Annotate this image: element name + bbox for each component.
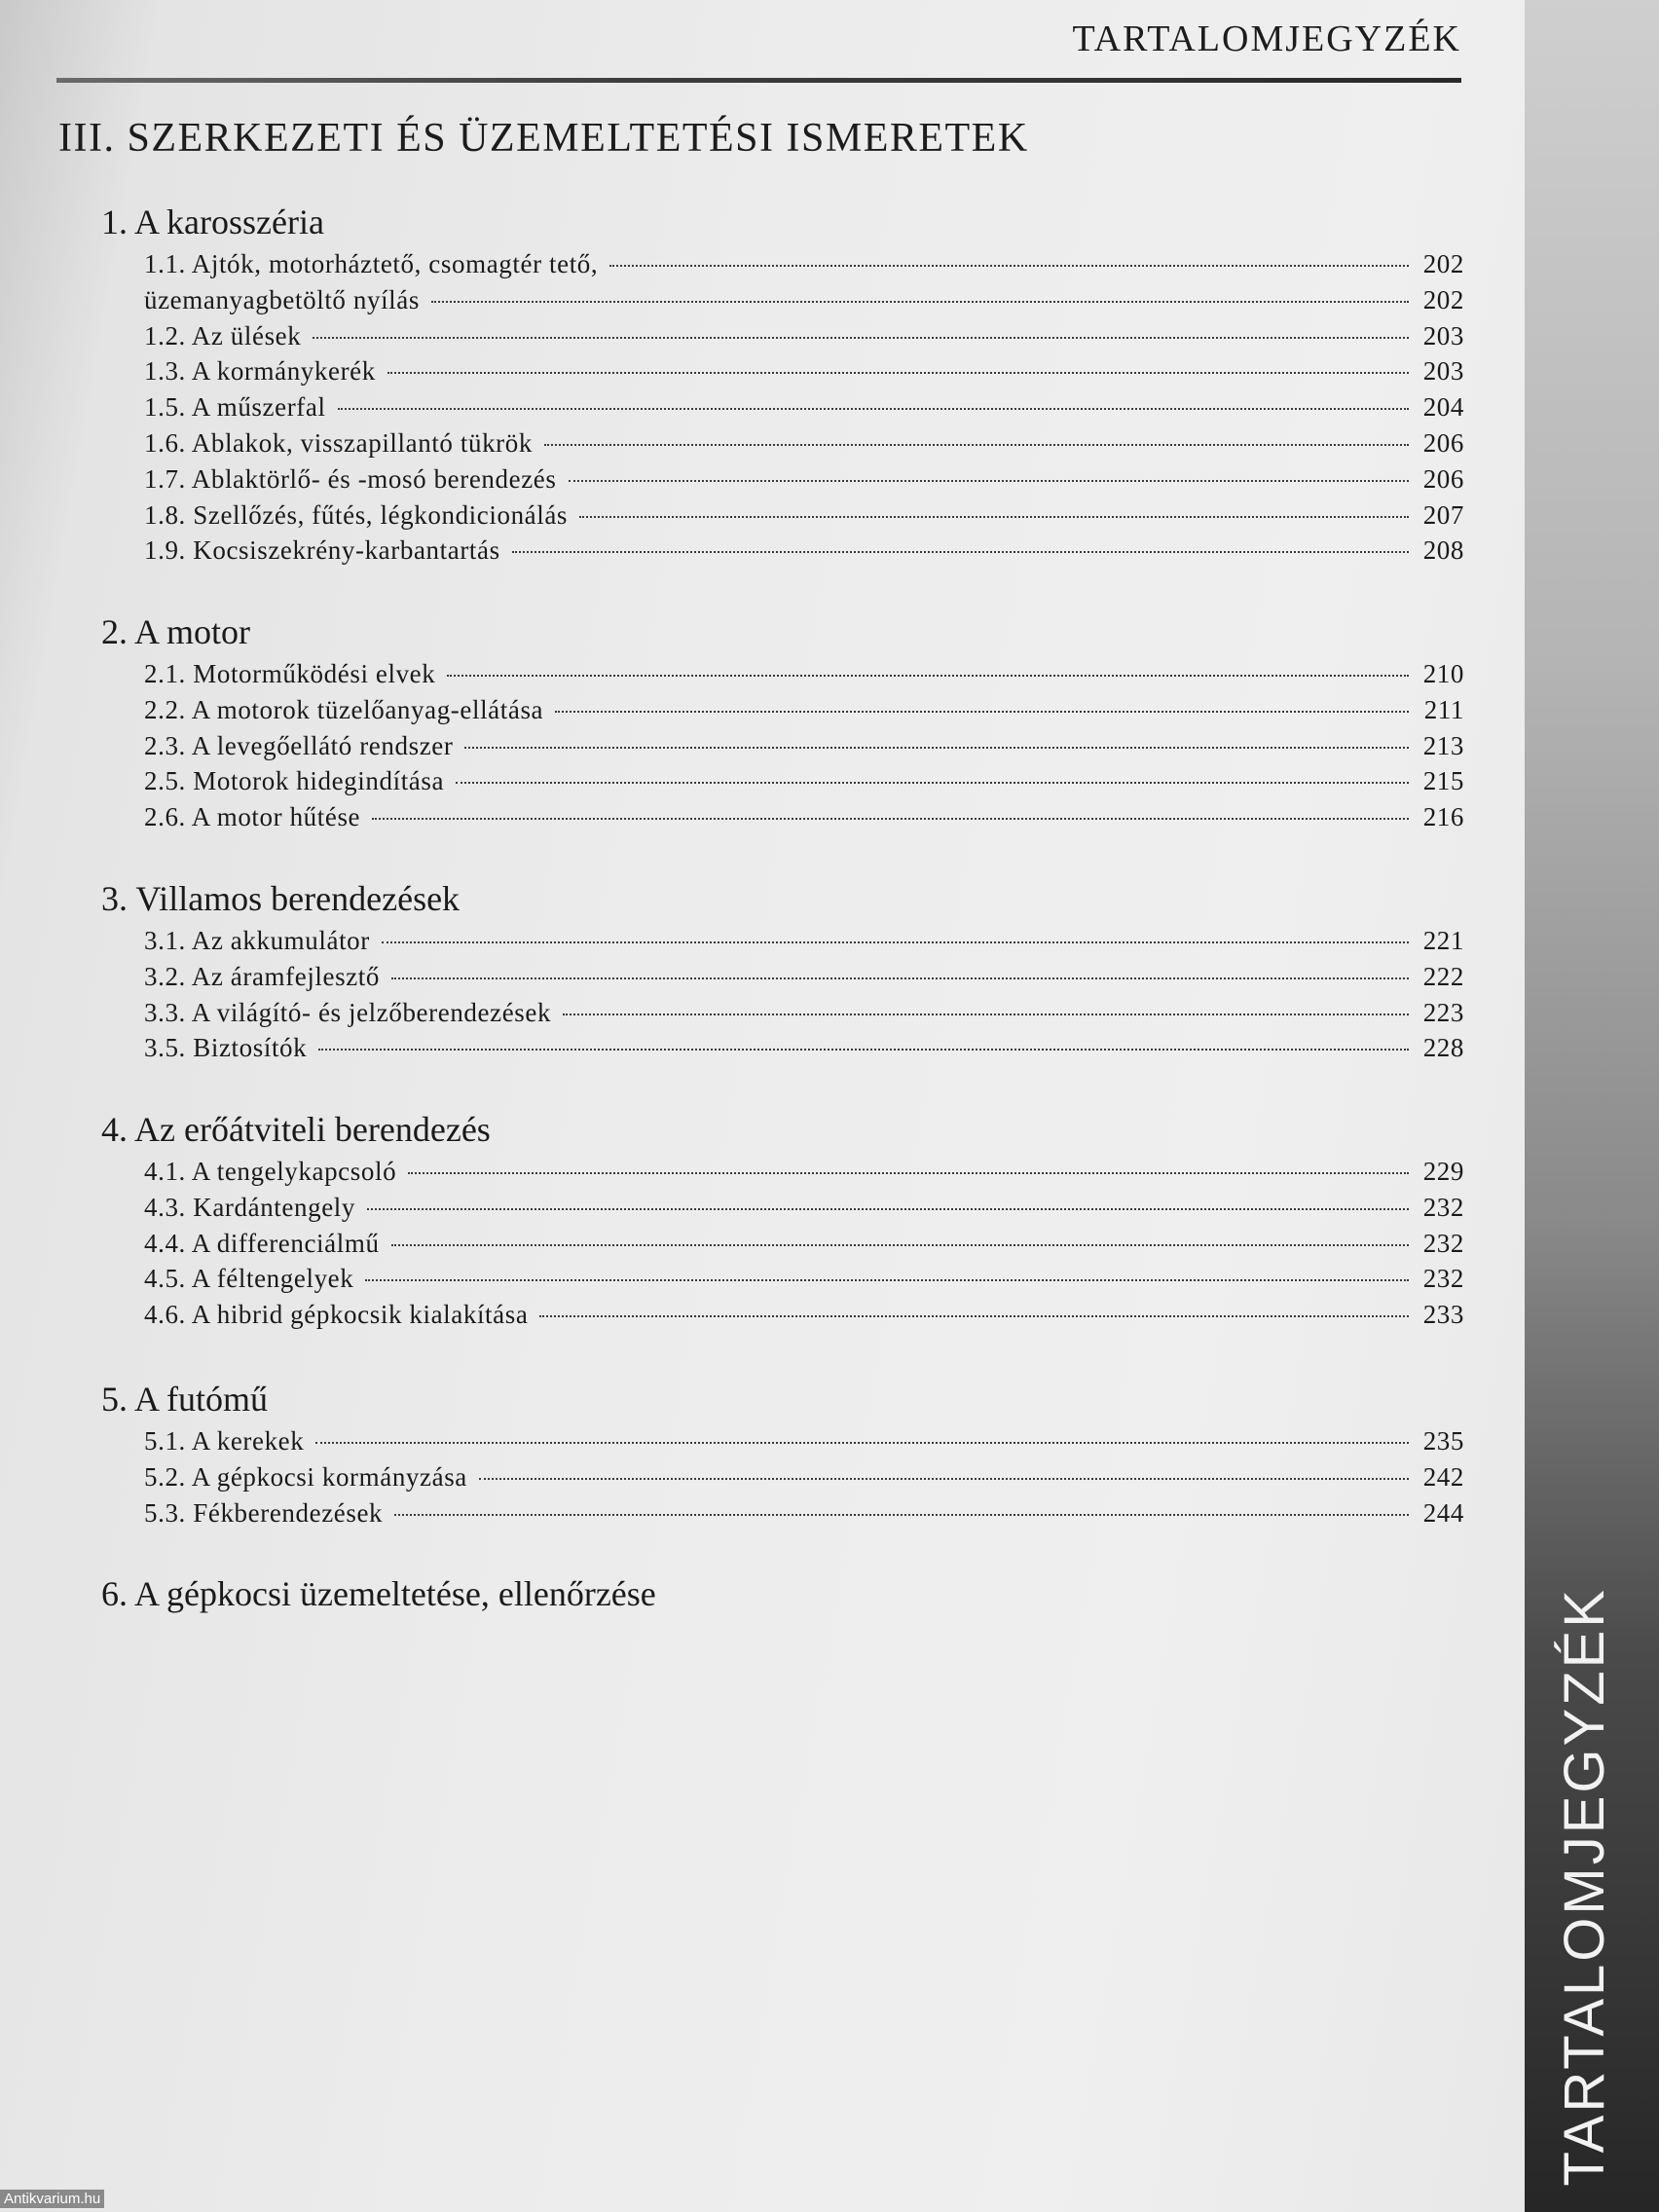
dot-leader (391, 1244, 1409, 1246)
entry-label: 4.1. A tengelykapcsoló (144, 1157, 397, 1186)
entry-page: 244 (1422, 1497, 1464, 1528)
entry-page: 213 (1422, 730, 1464, 760)
entry-page: 235 (1422, 1426, 1464, 1456)
entry-label: 4.5. A féltengelyek (144, 1264, 354, 1294)
entry-page: 206 (1422, 427, 1464, 458)
entry-label: 4.6. A hibrid gépkocsik kialakítása (144, 1300, 529, 1330)
entry-page: 232 (1422, 1264, 1464, 1294)
dot-leader (394, 1514, 1409, 1516)
toc-entry[interactable] (144, 1459, 1464, 1495)
chapter-title: 2. A motor (101, 612, 251, 651)
entry-page: 210 (1422, 659, 1464, 688)
entry-page: 215 (1422, 766, 1464, 796)
watermark: Antikvarium.hu (0, 2190, 104, 2208)
side-tab-label-wrap (1546, 1465, 1624, 2186)
dot-leader (387, 372, 1409, 374)
header-rule (56, 78, 1461, 83)
dot-leader (539, 1315, 1409, 1317)
dot-leader (512, 551, 1409, 553)
entry-page: 242 (1422, 1461, 1464, 1492)
running-head: TARTALOMJEGYZÉK (1072, 18, 1461, 59)
dot-leader (367, 1208, 1409, 1210)
dot-leader (338, 408, 1409, 410)
entry-label: 2.2. A motorok tüzelőanyag-ellátása (144, 694, 544, 724)
entry-page: 204 (1422, 392, 1464, 423)
entry-page: 211 (1423, 694, 1464, 724)
chapter-5 (97, 1375, 1464, 1530)
entry-list (144, 656, 1464, 835)
entry-page: 203 (1422, 356, 1464, 387)
dot-leader (579, 516, 1409, 518)
chapter-2 (97, 608, 1464, 835)
toc-entry[interactable] (144, 246, 1464, 282)
entry-page: 216 (1422, 802, 1464, 832)
entry-label: 5.1. A kerekek (144, 1426, 305, 1456)
dot-leader (365, 1279, 1409, 1281)
toc-entry[interactable] (144, 692, 1464, 728)
entry-label: 1.1. Ajtók, motorháztető, csomagtér tető, (144, 249, 599, 278)
chapter-4 (97, 1105, 1464, 1333)
dot-leader (609, 265, 1409, 267)
entry-label: üzemanyagbetöltő nyílás (144, 284, 420, 314)
dot-leader (563, 1014, 1409, 1015)
entry-page: 229 (1422, 1157, 1464, 1186)
side-tab-label: TARTALOMJEGYZÉK (1553, 1586, 1616, 2186)
chapter-title: 4. Az erőátviteli berendezés (101, 1110, 491, 1149)
entry-page: 202 (1422, 284, 1464, 314)
entry-label: 1.3. A kormánykerék (144, 356, 376, 387)
dot-leader (479, 1478, 1409, 1480)
dot-leader (456, 782, 1409, 784)
entry-page: 208 (1422, 535, 1464, 566)
toc-entry[interactable] (144, 1226, 1464, 1262)
entry-label: 3.5. Biztosítók (144, 1033, 308, 1063)
dot-leader (447, 675, 1409, 677)
entry-label: 2.1. Motorműködési elvek (144, 659, 436, 688)
toc-entry[interactable] (144, 959, 1464, 995)
entry-list (144, 1423, 1464, 1530)
entry-label: 5.3. Fékberendezések (144, 1497, 384, 1528)
toc-entry[interactable] (144, 533, 1464, 569)
toc-entry[interactable] (144, 1495, 1464, 1531)
entry-label: 4.4. A differenciálmű (144, 1228, 380, 1258)
entry-page: 228 (1422, 1033, 1464, 1063)
dot-leader (569, 480, 1410, 482)
dot-leader (464, 747, 1409, 749)
entry-page: 232 (1422, 1192, 1464, 1222)
entry-label: 1.5. A műszerfal (144, 392, 326, 423)
section-title: III. SZERKEZETI ÉS ÜZEMELTETÉSI ISMERETEK (58, 116, 1029, 161)
toc-entry[interactable] (144, 353, 1464, 389)
toc-entry[interactable] (144, 728, 1464, 764)
dot-leader (318, 1049, 1409, 1051)
dot-leader (391, 977, 1409, 979)
toc-entry[interactable] (144, 1423, 1464, 1459)
toc-entry[interactable] (144, 498, 1464, 534)
toc-entry[interactable] (144, 1261, 1464, 1297)
entry-page: 233 (1422, 1300, 1464, 1330)
entry-page: 222 (1422, 961, 1464, 991)
entry-label: 4.3. Kardántengely (144, 1192, 355, 1222)
chapter-title: 1. A karosszéria (101, 203, 324, 241)
toc-entry[interactable] (144, 425, 1464, 461)
toc-entry[interactable] (144, 1190, 1464, 1226)
toc-entry[interactable] (144, 1154, 1464, 1190)
entry-label: 5.2. A gépkocsi kormányzása (144, 1461, 467, 1492)
chapter-3 (97, 874, 1464, 1066)
entry-label: 3.3. A világító- és jelzőberendezések (144, 997, 552, 1027)
entry-label: 3.1. Az akkumulátor (144, 926, 370, 955)
entry-page: 221 (1422, 926, 1464, 955)
toc-entry[interactable] (144, 461, 1464, 498)
toc-entry[interactable] (144, 995, 1464, 1031)
entry-page: 202 (1422, 249, 1464, 278)
dot-leader (431, 301, 1409, 303)
toc-entry[interactable] (144, 389, 1464, 425)
dot-leader (555, 711, 1409, 713)
entry-label: 2.3. A levegőellátó rendszer (144, 730, 454, 760)
chapter-title: 3. Villamos berendezések (101, 879, 461, 918)
entry-page: 206 (1422, 463, 1464, 494)
entry-label: 2.5. Motorok hidegindítása (144, 766, 445, 796)
toc-entry[interactable] (144, 1030, 1464, 1066)
entry-label: 1.9. Kocsiszekrény-karbantartás (144, 535, 500, 566)
entry-label: 2.6. A motor hűtése (144, 802, 361, 832)
entry-label: 1.8. Szellőzés, fűtés, légkondicionálás (144, 499, 569, 530)
entry-page: 207 (1422, 499, 1464, 530)
toc-entry[interactable] (144, 1297, 1464, 1333)
dot-leader (382, 941, 1409, 943)
chapter-title: 6. A gépkocsi üzemeltetése, ellenőrzése (101, 1574, 656, 1613)
entry-page: 232 (1422, 1228, 1464, 1258)
entry-label: 3.2. Az áramfejlesztő (144, 961, 381, 991)
toc-entry[interactable] (144, 282, 1464, 318)
dot-leader (313, 337, 1409, 339)
chapter-title: 5. A futómű (101, 1380, 269, 1419)
dot-leader (544, 444, 1409, 446)
entry-label: 1.7. Ablaktörlő- és -mosó berendezés (144, 463, 557, 494)
chapter-6 (97, 1569, 1464, 1618)
entry-label: 1.6. Ablakok, visszapillantó tükrök (144, 427, 533, 458)
toc-entry[interactable] (144, 799, 1464, 835)
entry-page: 223 (1422, 997, 1464, 1027)
entry-list (144, 246, 1464, 569)
dot-leader (408, 1172, 1409, 1174)
chapter-1 (97, 198, 1464, 569)
toc-entry[interactable] (144, 656, 1464, 692)
entry-list (144, 923, 1464, 1066)
entry-list (144, 1154, 1464, 1333)
entry-label: 1.2. Az ülések (144, 320, 302, 350)
dot-leader (372, 818, 1409, 820)
toc-entry[interactable] (144, 318, 1464, 354)
entry-page: 203 (1422, 320, 1464, 350)
dot-leader (315, 1442, 1409, 1444)
toc-entry[interactable] (144, 763, 1464, 799)
toc-entry[interactable] (144, 923, 1464, 959)
